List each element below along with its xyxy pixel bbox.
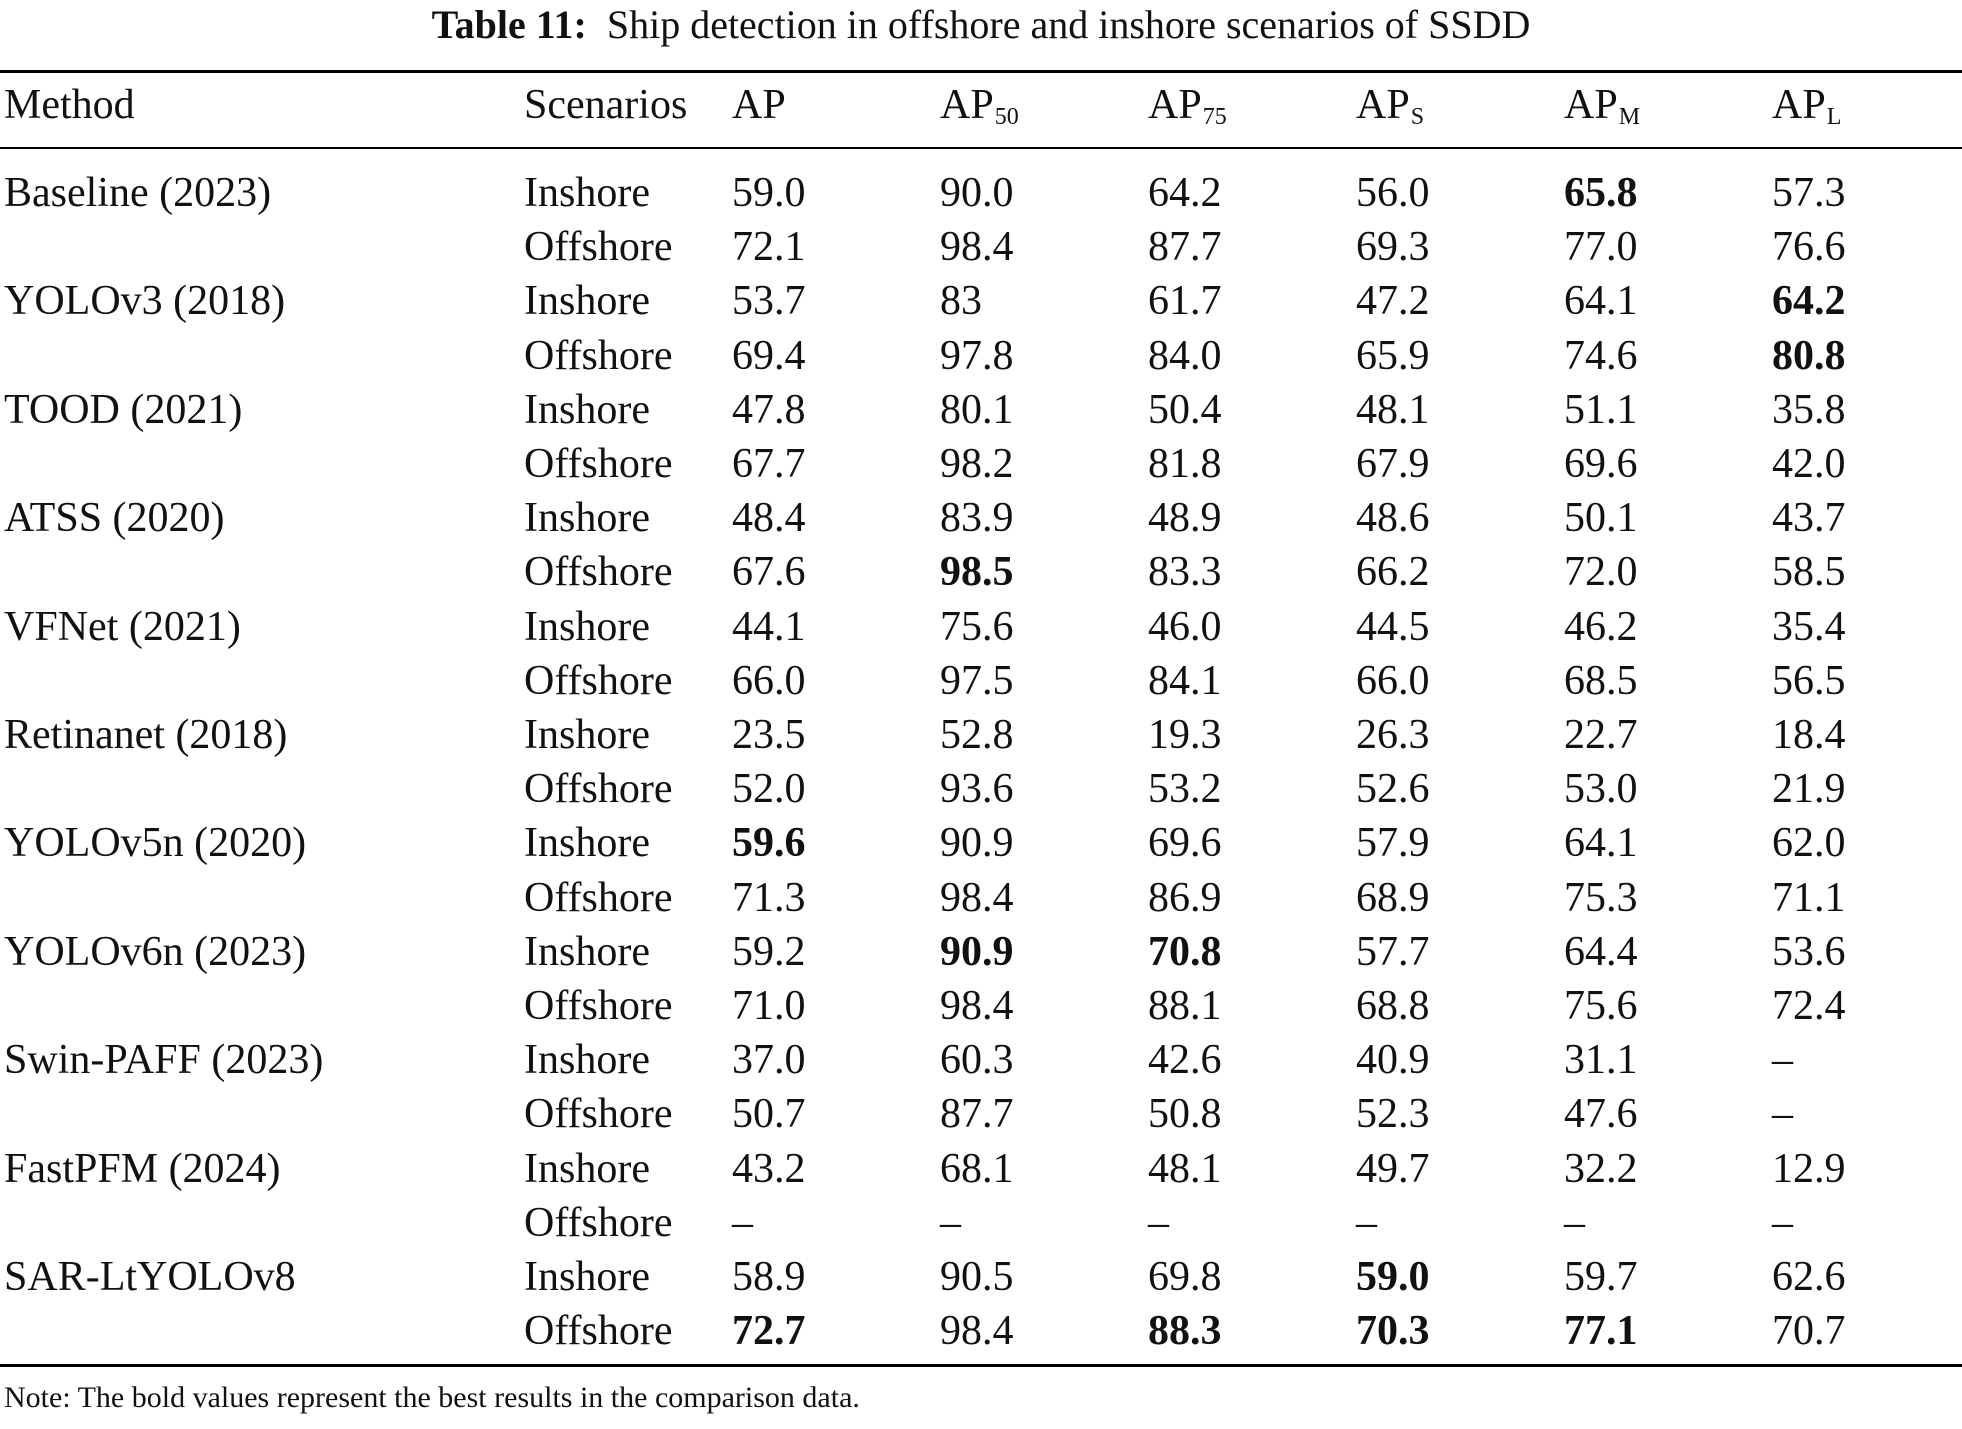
value-cell: 83 [940, 278, 982, 325]
value-cell: 64.4 [1564, 928, 1638, 975]
value-cell: 59.0 [732, 170, 806, 216]
value-cell: 50.7 [732, 1091, 806, 1138]
value-cell: 98.5 [940, 549, 1014, 596]
value-cell: 64.1 [1564, 820, 1638, 867]
value-cell: 56.5 [1772, 657, 1846, 704]
value-cell: 56.0 [1356, 170, 1430, 216]
scenario-cell: Offshore [524, 224, 673, 271]
value-cell: 68.9 [1356, 874, 1430, 921]
value-cell: 66.0 [1356, 657, 1430, 704]
method-cell: FastPFM (2024) [4, 1145, 281, 1192]
value-cell: 32.2 [1564, 1145, 1638, 1192]
scenario-cell: Inshore [524, 928, 650, 975]
value-cell: 67.7 [732, 441, 806, 487]
value-cell: 62.6 [1772, 1254, 1846, 1300]
value-cell: 52.3 [1356, 1091, 1430, 1138]
value-cell: 60.3 [940, 1037, 1014, 1084]
value-cell: – [940, 1199, 961, 1246]
column-header: $AP_S$ [1356, 82, 1425, 130]
value-cell: 50.4 [1148, 386, 1222, 433]
column-header: $AP_L$ [1772, 82, 1842, 130]
value-cell: 58.5 [1772, 549, 1846, 596]
scenario-cell: Offshore [524, 766, 673, 813]
value-cell: 50.8 [1148, 1091, 1222, 1138]
value-cell: 65.9 [1356, 332, 1430, 379]
value-cell: 93.6 [940, 766, 1014, 813]
value-cell: 84.0 [1148, 332, 1222, 379]
value-cell: 64.2 [1772, 278, 1846, 325]
value-cell: 12.9 [1772, 1145, 1846, 1192]
value-cell: 86.9 [1148, 874, 1222, 921]
value-cell: 88.3 [1148, 1308, 1222, 1355]
value-cell: 81.8 [1148, 441, 1222, 487]
value-cell: 44.5 [1356, 603, 1430, 650]
value-cell: 98.4 [940, 1308, 1014, 1355]
column-header: $AP_M$ [1564, 82, 1641, 130]
scenario-cell: Inshore [524, 820, 650, 867]
value-cell: 77.0 [1564, 224, 1638, 271]
value-cell: 53.0 [1564, 766, 1638, 813]
value-cell: 37.0 [732, 1037, 806, 1084]
value-cell: 26.3 [1356, 712, 1430, 758]
value-cell: 40.9 [1356, 1037, 1430, 1084]
value-cell: 76.6 [1772, 224, 1846, 271]
value-cell: 87.7 [940, 1091, 1014, 1138]
value-cell: 49.7 [1356, 1145, 1430, 1192]
value-cell: 48.9 [1148, 495, 1222, 542]
value-cell: – [1148, 1199, 1169, 1246]
value-cell: 75.6 [1564, 983, 1638, 1029]
value-cell: 72.7 [732, 1308, 806, 1355]
value-cell: 66.2 [1356, 549, 1430, 596]
value-cell: 67.6 [732, 549, 806, 596]
value-cell: 72.1 [732, 224, 806, 271]
value-cell: 35.8 [1772, 386, 1846, 433]
value-cell: 48.1 [1148, 1145, 1222, 1192]
value-cell: 69.3 [1356, 224, 1430, 271]
value-cell: 98.4 [940, 224, 1014, 271]
value-cell: 19.3 [1148, 712, 1222, 758]
method-cell: ATSS (2020) [4, 495, 225, 542]
scenario-cell: Inshore [524, 712, 650, 758]
value-cell: 98.4 [940, 983, 1014, 1029]
column-header: Method [4, 82, 135, 128]
table-note: Note: The bold values represent the best results in the comparison data. [4, 1381, 860, 1414]
value-cell: 61.7 [1148, 278, 1222, 325]
value-cell: 80.8 [1772, 332, 1846, 379]
value-cell: 84.1 [1148, 657, 1222, 704]
value-cell: 77.1 [1564, 1308, 1638, 1355]
value-cell: 59.2 [732, 928, 806, 975]
value-cell: 53.2 [1148, 766, 1222, 813]
value-cell: 67.9 [1356, 441, 1430, 487]
scenario-cell: Inshore [524, 1145, 650, 1192]
column-header: $AP_{50}$ [940, 82, 1019, 130]
method-cell: Retinanet (2018) [4, 712, 288, 758]
value-cell: 68.1 [940, 1145, 1014, 1192]
value-cell: 52.0 [732, 766, 806, 813]
value-cell: 70.7 [1772, 1308, 1846, 1355]
value-cell: 22.7 [1564, 712, 1638, 758]
value-cell: 64.2 [1148, 170, 1222, 216]
method-cell: Baseline (2023) [4, 170, 272, 216]
scenario-cell: Inshore [524, 278, 650, 325]
value-cell: 59.0 [1356, 1254, 1430, 1300]
method-cell: Swin-PAFF (2023) [4, 1037, 324, 1084]
value-cell: 80.1 [940, 386, 1014, 433]
scenario-cell: Inshore [524, 386, 650, 433]
scenario-cell: Offshore [524, 983, 673, 1029]
value-cell: 66.0 [732, 657, 806, 704]
value-cell: 48.4 [732, 495, 806, 542]
value-cell: 83.3 [1148, 549, 1222, 596]
top-rule [0, 70, 1962, 73]
value-cell: 59.7 [1564, 1254, 1638, 1300]
value-cell: 65.8 [1564, 170, 1638, 216]
value-cell: 70.8 [1148, 928, 1222, 975]
value-cell: 97.8 [940, 332, 1014, 379]
value-cell: 23.5 [732, 712, 806, 758]
value-cell: 48.6 [1356, 495, 1430, 542]
value-cell: – [1772, 1199, 1793, 1246]
value-cell: 90.9 [940, 820, 1014, 867]
value-cell: 72.4 [1772, 983, 1846, 1029]
scenario-cell: Inshore [524, 603, 650, 650]
value-cell: 68.5 [1564, 657, 1638, 704]
value-cell: 87.7 [1148, 224, 1222, 271]
value-cell: 88.1 [1148, 983, 1222, 1029]
value-cell: 69.6 [1148, 820, 1222, 867]
value-cell: 18.4 [1772, 712, 1846, 758]
value-cell: 52.6 [1356, 766, 1430, 813]
value-cell: 72.0 [1564, 549, 1638, 596]
value-cell: 71.3 [732, 874, 806, 921]
value-cell: 50.1 [1564, 495, 1638, 542]
value-cell: – [1772, 1091, 1793, 1138]
value-cell: 58.9 [732, 1254, 806, 1300]
scenario-cell: Offshore [524, 657, 673, 704]
value-cell: 90.5 [940, 1254, 1014, 1300]
value-cell: 47.8 [732, 386, 806, 433]
value-cell: 98.4 [940, 874, 1014, 921]
scenario-cell: Offshore [524, 1091, 673, 1138]
value-cell: 46.2 [1564, 603, 1638, 650]
value-cell: 53.7 [732, 278, 806, 325]
value-cell: 31.1 [1564, 1037, 1638, 1084]
value-cell: 35.4 [1772, 603, 1846, 650]
value-cell: – [1564, 1199, 1585, 1246]
value-cell: 43.7 [1772, 495, 1846, 542]
scenario-cell: Inshore [524, 170, 650, 216]
value-cell: 51.1 [1564, 386, 1638, 433]
value-cell: – [732, 1199, 753, 1246]
method-cell: YOLOv3 (2018) [4, 278, 286, 325]
value-cell: 62.0 [1772, 820, 1846, 867]
value-cell: 64.1 [1564, 278, 1638, 325]
scenario-cell: Offshore [524, 1199, 673, 1246]
method-cell: TOOD (2021) [4, 386, 243, 433]
scenario-cell: Offshore [524, 874, 673, 921]
method-cell: VFNet (2021) [4, 603, 241, 650]
value-cell: 57.9 [1356, 820, 1430, 867]
value-cell: 69.4 [732, 332, 806, 379]
value-cell: 83.9 [940, 495, 1014, 542]
value-cell: 46.0 [1148, 603, 1222, 650]
value-cell: 44.1 [732, 603, 806, 650]
value-cell: 21.9 [1772, 766, 1846, 813]
table-title-label: Table 11: [431, 2, 587, 47]
value-cell: 70.3 [1356, 1308, 1430, 1355]
method-cell: SAR-LtYOLOv8 [4, 1254, 296, 1300]
value-cell: 90.0 [940, 170, 1014, 216]
value-cell: 75.6 [940, 603, 1014, 650]
value-cell: 98.2 [940, 441, 1014, 487]
table-title [0, 0, 1962, 50]
scenario-cell: Offshore [524, 549, 673, 596]
column-header: $AP_{75}$ [1148, 82, 1227, 130]
value-cell: 42.6 [1148, 1037, 1222, 1084]
value-cell: 97.5 [940, 657, 1014, 704]
value-cell: 47.2 [1356, 278, 1430, 325]
column-header: Scenarios [524, 82, 688, 128]
scenario-cell: Inshore [524, 1254, 650, 1300]
value-cell: – [1772, 1037, 1793, 1084]
value-cell: 71.0 [732, 983, 806, 1029]
scenario-cell: Offshore [524, 441, 673, 487]
value-cell: 69.6 [1564, 441, 1638, 487]
value-cell: 71.1 [1772, 874, 1846, 921]
scenario-cell: Offshore [524, 332, 673, 379]
value-cell: 42.0 [1772, 441, 1846, 487]
bottom-rule [0, 1364, 1962, 1367]
column-header: AP [732, 82, 786, 128]
value-cell: 57.3 [1772, 170, 1846, 216]
value-cell: 47.6 [1564, 1091, 1638, 1138]
value-cell: – [1356, 1199, 1377, 1246]
value-cell: 57.7 [1356, 928, 1430, 975]
scenario-cell: Inshore [524, 1037, 650, 1084]
method-cell: YOLOv5n (2020) [4, 820, 307, 867]
value-cell: 48.1 [1356, 386, 1430, 433]
table-title-text: Ship detection in offshore and inshore scenarios of SSDD [606, 2, 1531, 47]
header-rule [0, 147, 1962, 149]
value-cell: 75.3 [1564, 874, 1638, 921]
value-cell: 68.8 [1356, 983, 1430, 1029]
scenario-cell: Offshore [524, 1308, 673, 1355]
value-cell: 74.6 [1564, 332, 1638, 379]
value-cell: 90.9 [940, 928, 1014, 975]
scenario-cell: Inshore [524, 495, 650, 542]
value-cell: 53.6 [1772, 928, 1846, 975]
value-cell: 52.8 [940, 712, 1014, 758]
value-cell: 69.8 [1148, 1254, 1222, 1300]
method-cell: YOLOv6n (2023) [4, 928, 307, 975]
value-cell: 43.2 [732, 1145, 806, 1192]
value-cell: 59.6 [732, 820, 806, 867]
